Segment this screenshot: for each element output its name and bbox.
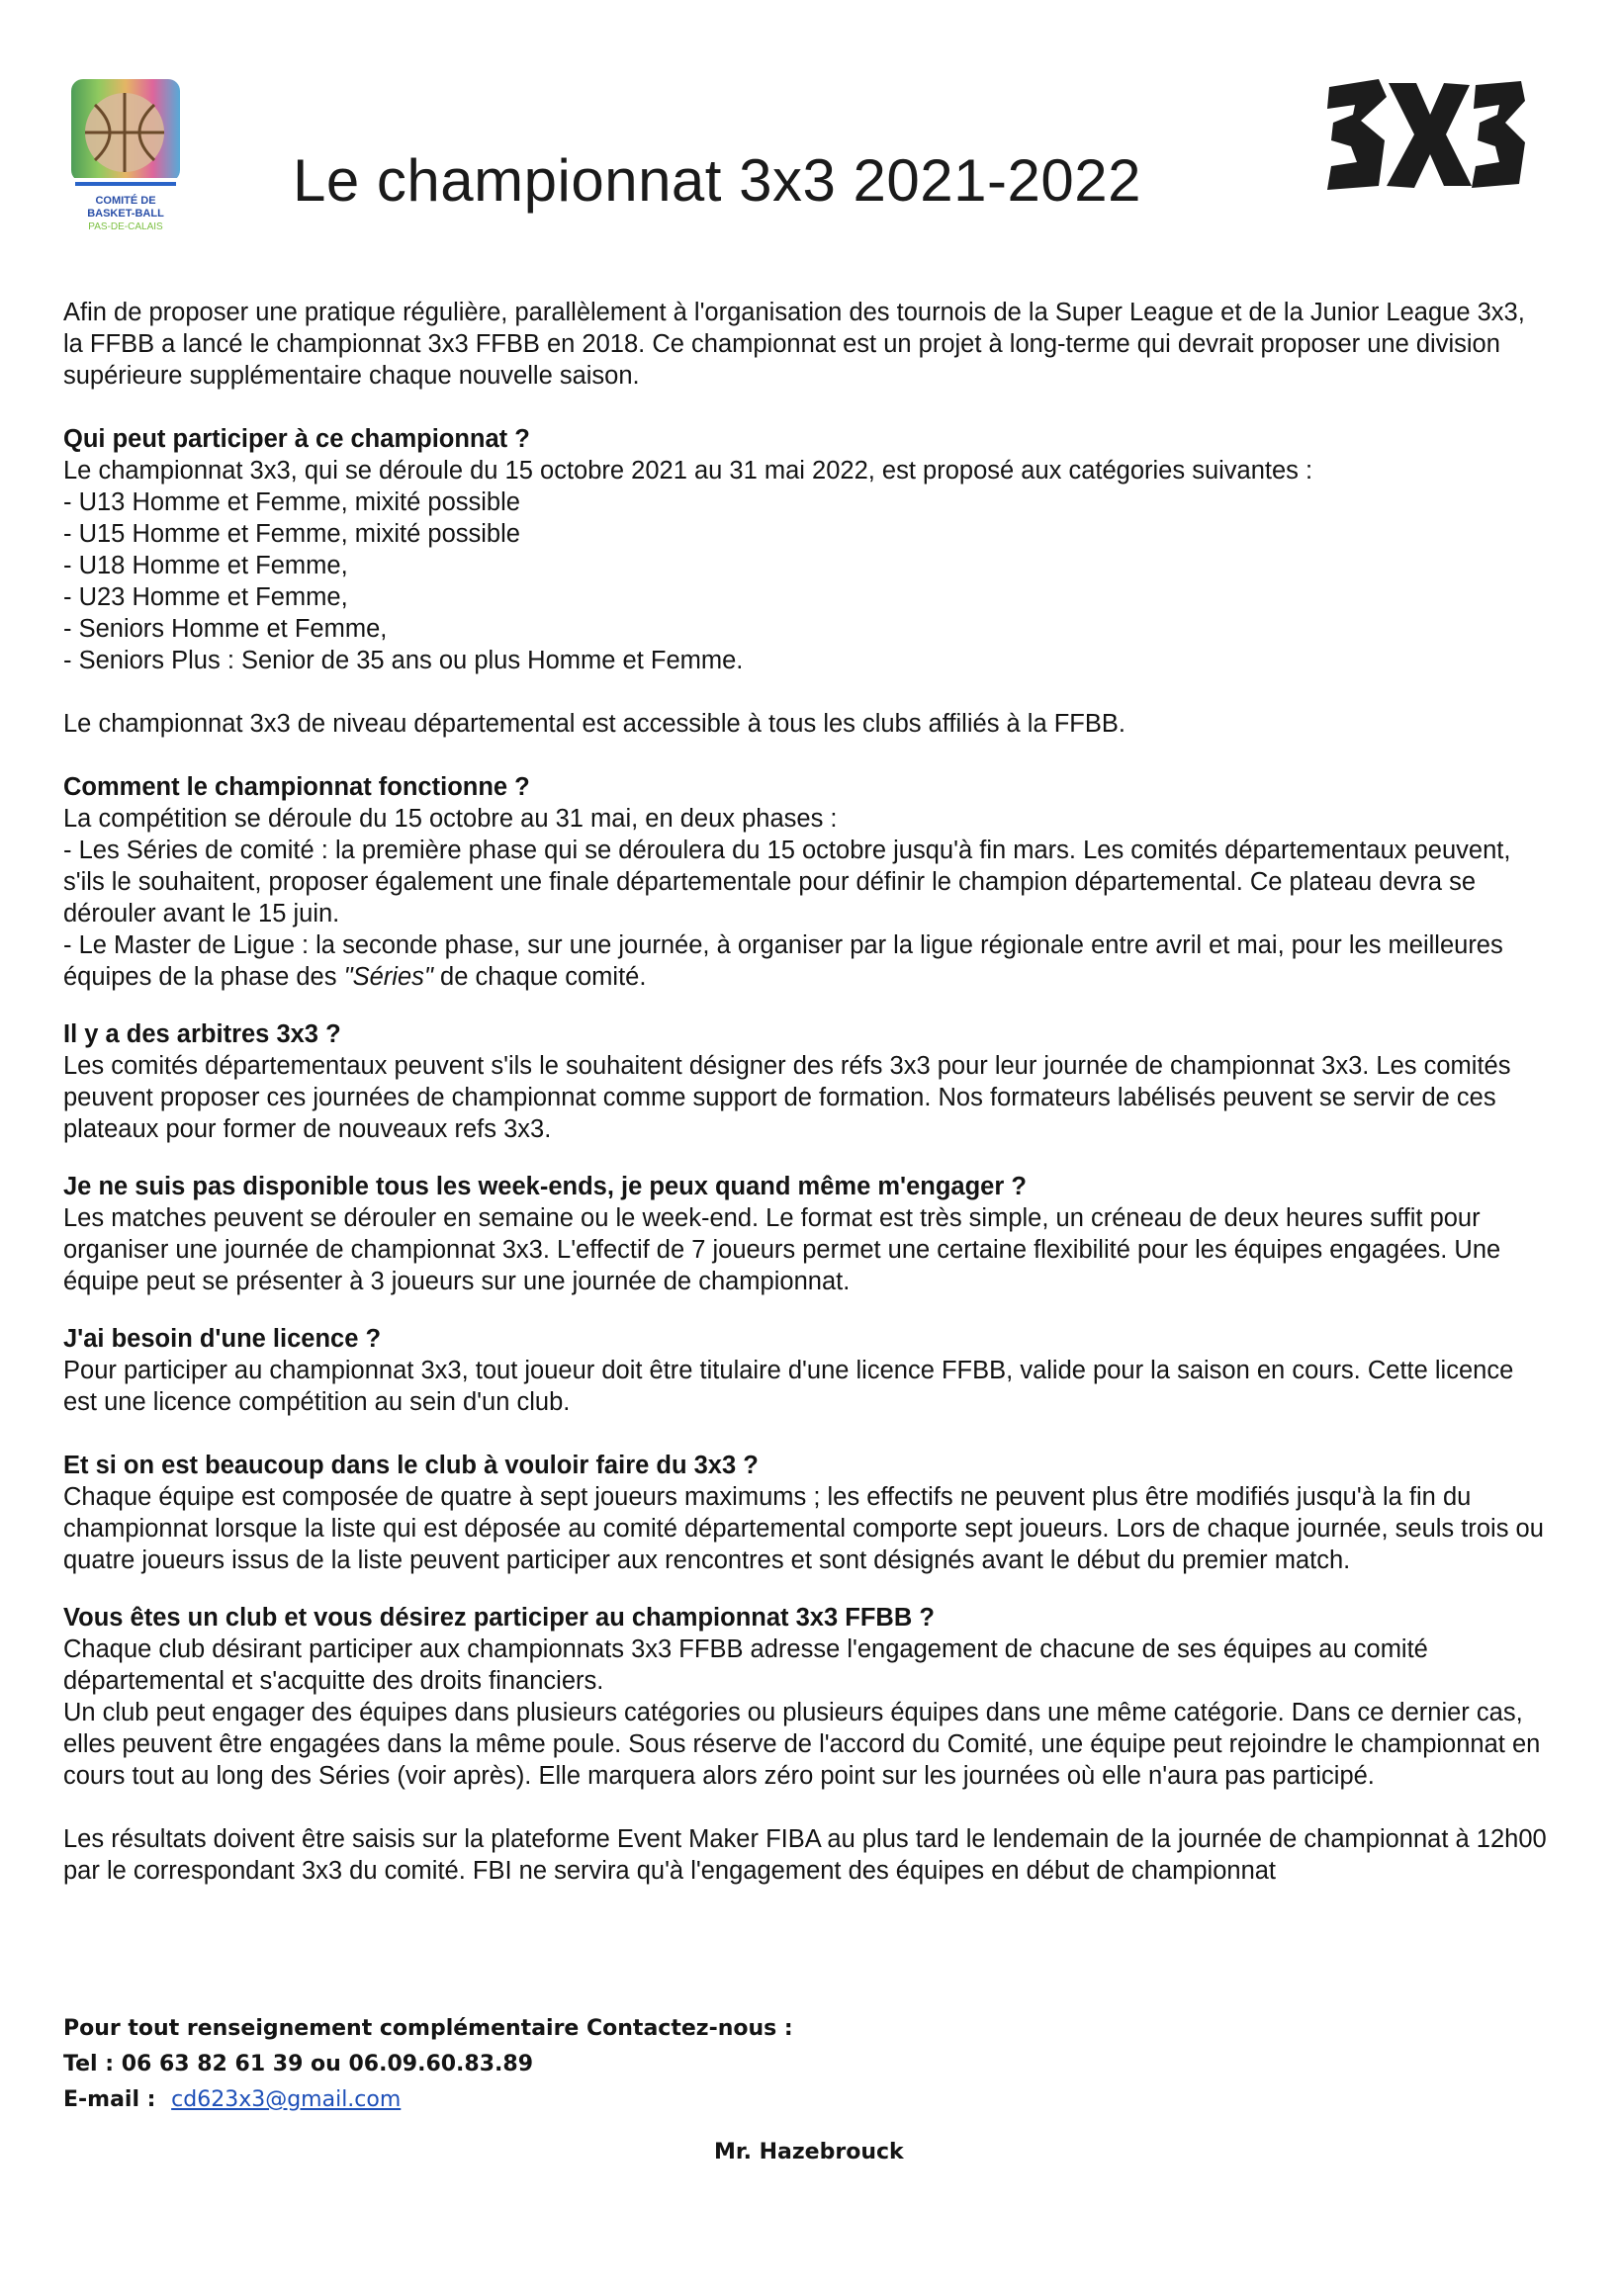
section-heading-club: Vous êtes un club et vous désirez participer au championnat 3x3 FFBB ?: [63, 1604, 935, 1632]
section-text-club-1: Chaque club désirant participer aux championnats 3x3 FFBB adresse l'engagement de chacune de ses équipes au comité départemental et s'acquitte des droits financiers.: [63, 1635, 1428, 1695]
section-heading-how: Comment le championnat fonctionne ?: [63, 773, 530, 801]
phase-list: [63, 835, 1547, 993]
tel-label: Tel :: [63, 2052, 115, 2076]
phase2-text-end: de chaque comité.: [432, 963, 647, 991]
section-text-availability: Les matches peuvent se dérouler en semaine ou le week-end. Le format est très simple, un créneau de deux heures suffit pour organiser une journée de championnat 3x3. L'effectif de 7 joueurs permet une certaine flexibilité pour les équipes engagées. Une équipe peut se présenter à 3 joueurs sur une journée de championnat.: [63, 1204, 1501, 1295]
section-text-referees: Les comités départementaux peuvent s'ils le souhaitent désigner des réfs 3x3 pour leur journée de championnat 3x3. Les comités peuvent proposer ces journées de championnat comme support de formation. Nos formateurs labélisés peuvent se servir de ces plateaux pour former de nouveaux refs 3x3.: [63, 1052, 1511, 1143]
intro-paragraph: Afin de proposer une pratique régulière, parallèlement à l'organisation des tournois de la Super League et de la Junior League 3x3, la FFBB a lancé le championnat 3x3 FFBB en 2018. Ce championnat est un projet à long-terme qui devrait proposer une division supérieure supplémentaire chaque nouvelle saison.: [63, 299, 1525, 390]
signature: Mr. Hazebrouck: [714, 2140, 904, 2164]
tel-value: 06 63 82 61 39 ou 06.09.60.83.89: [121, 2052, 534, 2076]
section-heading-referees: Il y a des arbitres 3x3 ?: [63, 1020, 341, 1048]
section-text-club-2: Un club peut engager des équipes dans plusieurs catégories ou plusieurs équipes dans une même catégorie. Dans ce dernier cas, elles peuvent être engagées dans la même poule. Sous réserve de l'accord du Comité, une équipe peut rejoindre le championnat en cours tout au long des Séries (voir après). Elle marquera alors zéro point sur les journées où elle n'aura pas participé.: [63, 1699, 1541, 1790]
section-heading-license: J'ai besoin d'une licence ?: [63, 1325, 382, 1353]
section-heading-who: Qui peut participer à ce championnat ?: [63, 425, 530, 453]
eligibility-note: Le championnat 3x3 de niveau départemental est accessible à tous les clubs affiliés à la FFBB.: [63, 710, 1125, 738]
list-item: - Seniors Homme et Femme,: [63, 613, 1547, 645]
page-title: Le championnat 3x3 2021-2022: [293, 147, 1141, 214]
3x3-logo-icon: [1321, 75, 1529, 194]
section-heading-team-size: Et si on est beaucoup dans le club à vouloir faire du 3x3 ?: [63, 1452, 759, 1479]
phase2-italic: "Séries": [343, 963, 433, 991]
list-item: - Les Séries de comité : la première phase qui se déroulera du 15 octobre jusqu'à fin mars. Les comités départementaux peuvent, s'ils le souhaitent, proposer également une finale départementale pour définir le champion départemental. Ce plateau devra se dérouler avant le 15 juin.: [63, 835, 1547, 929]
list-item: - U18 Homme et Femme,: [63, 550, 1547, 581]
contact-block: [63, 2011, 793, 2118]
list-item: - U13 Homme et Femme, mixité possible: [63, 486, 1547, 518]
section-heading-availability: Je ne suis pas disponible tous les week-ends, je peux quand même m'engager ?: [63, 1173, 1027, 1200]
svg-text:COMITÉ DE: COMITÉ DE: [95, 195, 156, 207]
list-item: - Seniors Plus : Senior de 35 ans ou plus Homme et Femme.: [63, 645, 1547, 676]
3x3-brand-logo: [1321, 75, 1529, 194]
list-item: - U15 Homme et Femme, mixité possible: [63, 518, 1547, 550]
section-lead-how: La compétition se déroule du 15 octobre au 31 mai, en deux phases :: [63, 805, 838, 833]
list-item: [63, 929, 1547, 993]
svg-text:PAS-DE-CALAIS: PAS-DE-CALAIS: [88, 221, 163, 232]
section-text-license: Pour participer au championnat 3x3, tout joueur doit être titulaire d'une licence FFBB, valide pour la saison en cours. Cette licence est une licence compétition au sein d'un club.: [63, 1357, 1514, 1416]
contact-tel-row: [63, 2047, 793, 2082]
section-lead-who: Le championnat 3x3, qui se déroule du 15 octobre 2021 au 31 mai 2022, est proposé aux catégories suivantes :: [63, 457, 1313, 485]
category-list: [63, 486, 1547, 676]
svg-text:BASKET-BALL: BASKET-BALL: [87, 208, 164, 220]
contact-email-row: [63, 2082, 793, 2118]
list-item: - U23 Homme et Femme,: [63, 581, 1547, 613]
phase2-text: Le Master de Ligue : la seconde phase, sur une journée, à organiser par la ligue régionale entre avril et mai, pour les meilleures équipes de la phase des: [63, 931, 1503, 991]
section-text-team-size: Chaque équipe est composée de quatre à sept joueurs maximums ; les effectifs ne peuvent plus être modifiés jusqu'à la fin du championnat lorsque la liste qui est déposée au comité départemental comporte sept joueurs. Lors de chaque journée, seuls trois ou quatre joueurs issus de la liste peuvent participer aux rencontres et sont désignés avant le début du premier match.: [63, 1483, 1544, 1574]
basketball-logo-icon: [65, 71, 186, 237]
committee-logo: [65, 71, 186, 237]
contact-lead: Pour tout renseignement complémentaire Contactez-nous :: [63, 2016, 793, 2041]
email-label: E-mail :: [63, 2087, 156, 2112]
document-body: [63, 297, 1547, 1887]
email-link[interactable]: cd623x3@gmail.com: [171, 2087, 402, 2112]
results-paragraph: Les résultats doivent être saisis sur la plateforme Event Maker FIBA au plus tard le lendemain de la journée de championnat à 12h00 par le correspondant 3x3 du comité. FBI ne servira qu'à l'engagement des équipes en début de championnat: [63, 1825, 1547, 1885]
